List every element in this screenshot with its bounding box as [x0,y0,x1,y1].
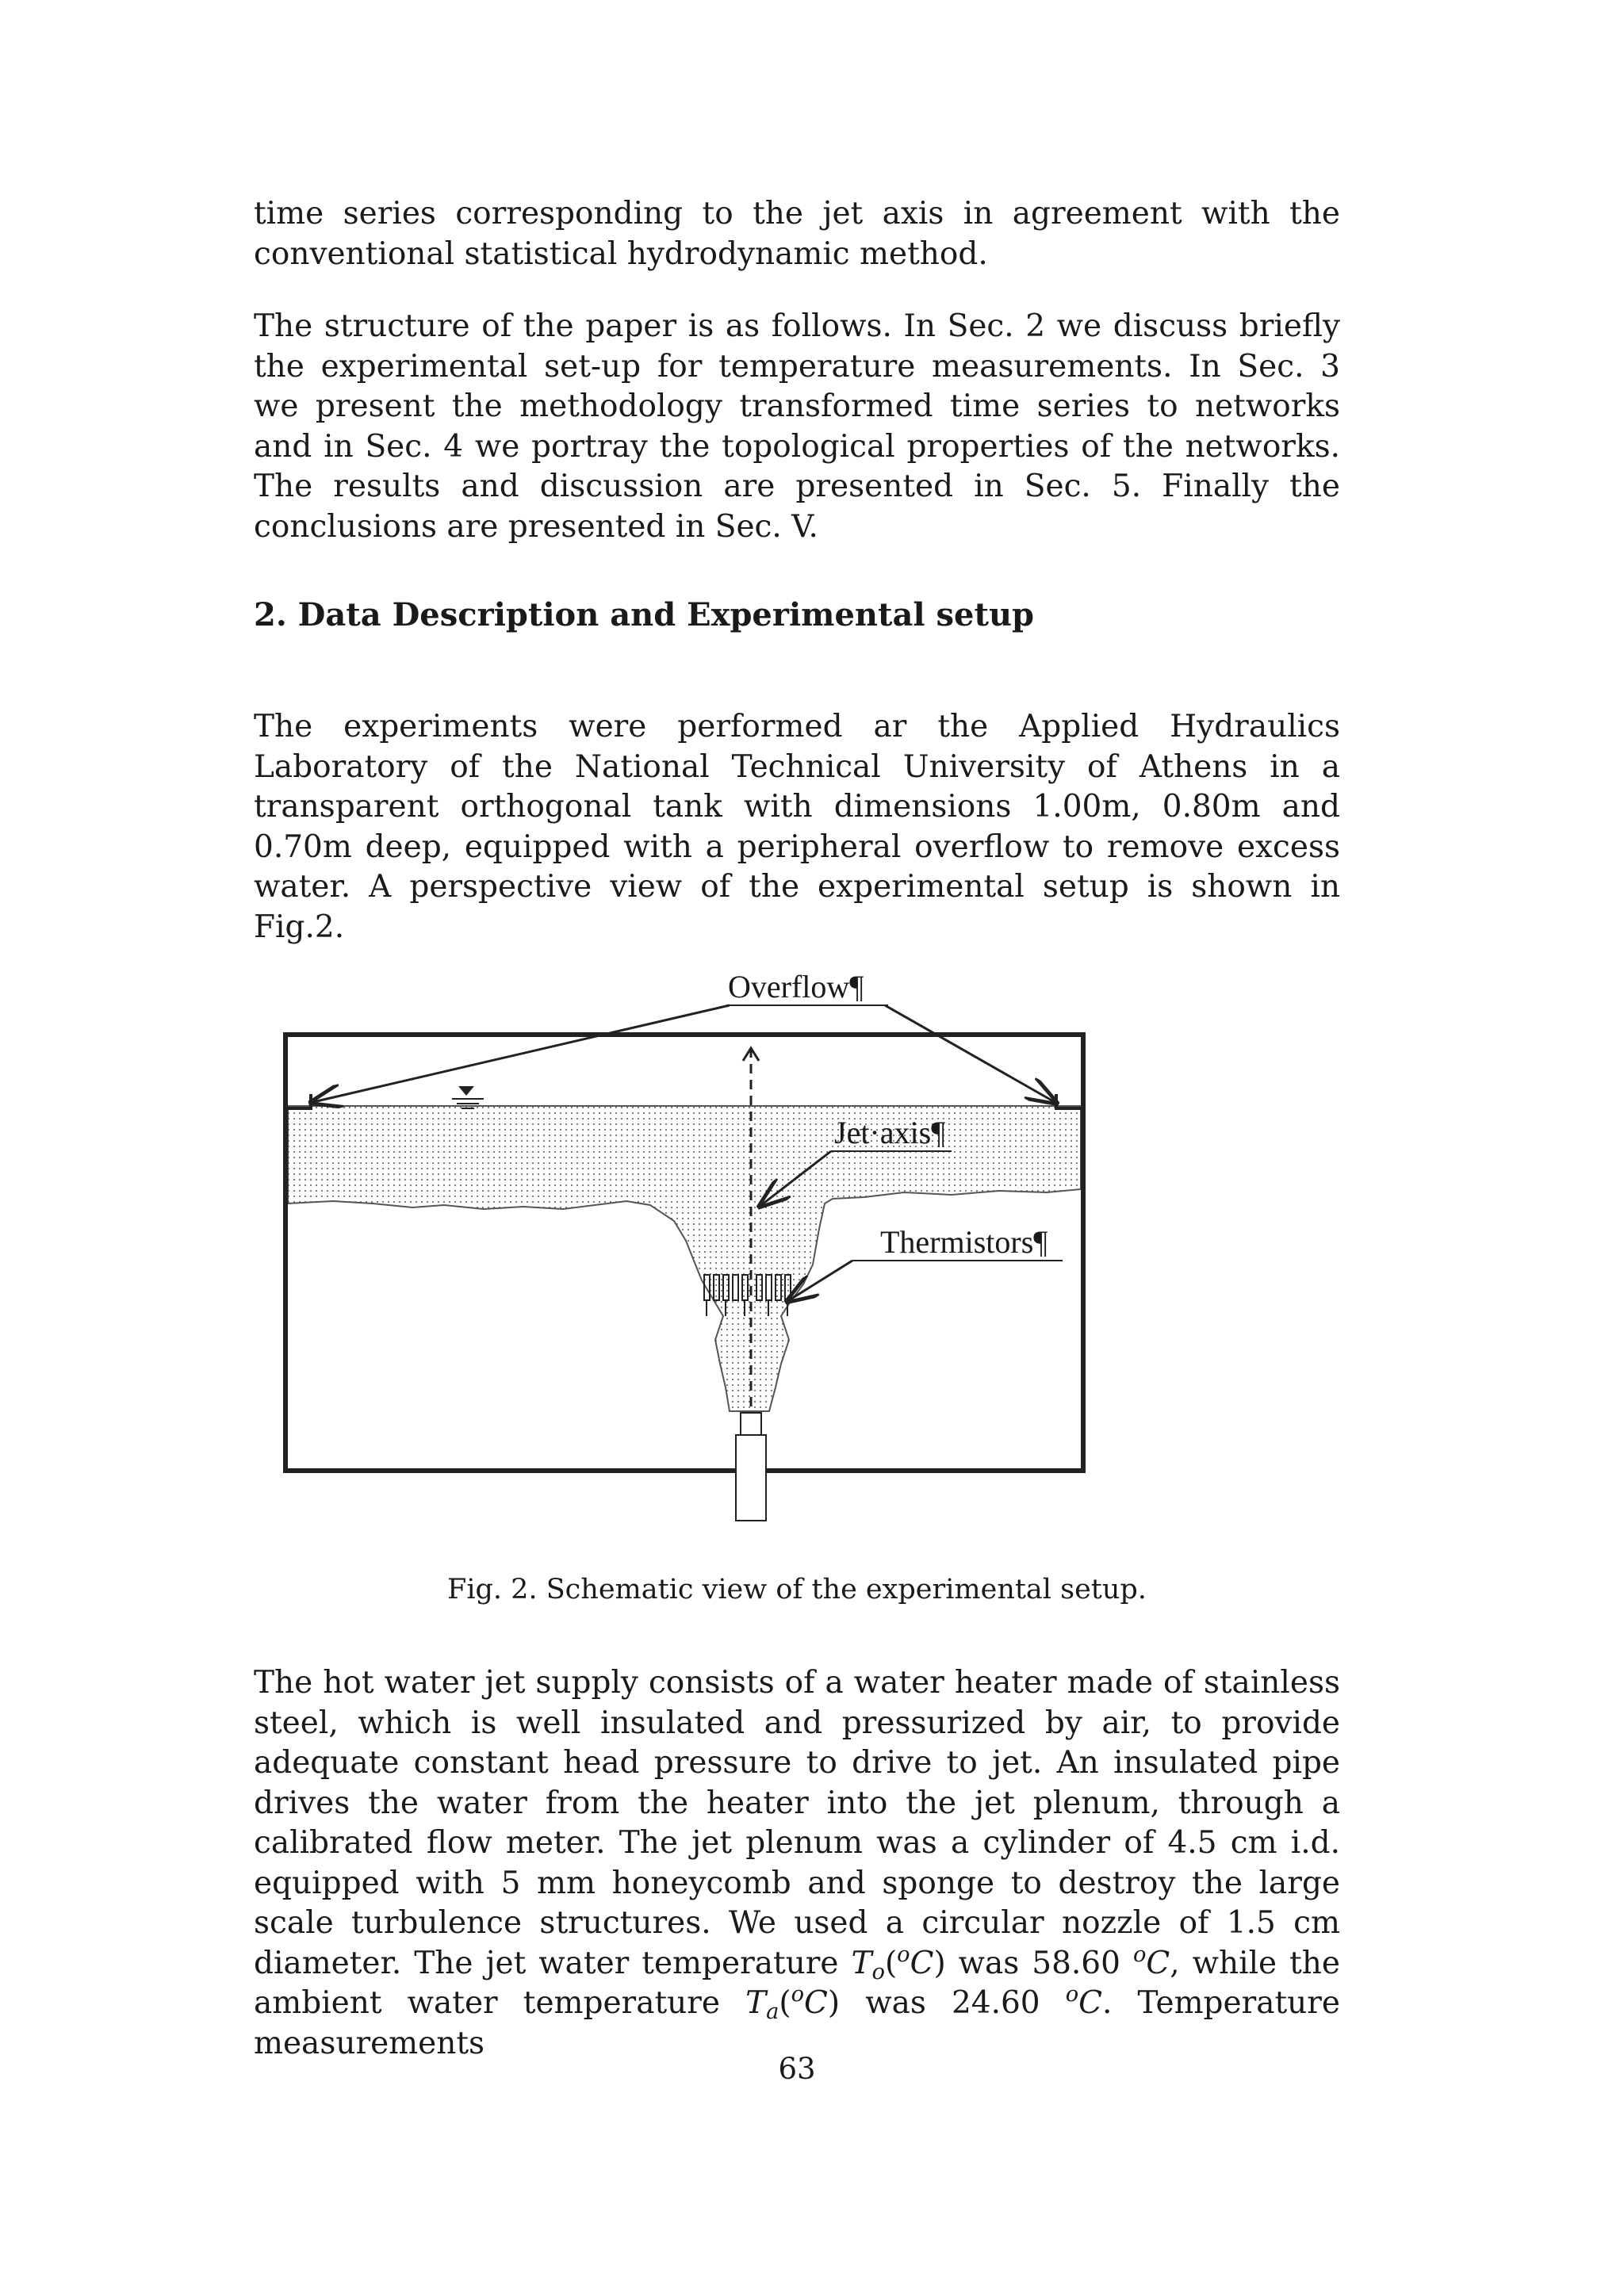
jet-temp-unit: $^o$C [1132,1942,1170,1981]
schematic-svg [254,967,1340,1538]
jet-supply-text-3: , while the ambient water temperature [254,1945,1340,2021]
ambient-temp-unit: $^o$C [1065,1982,1102,2021]
figure-schematic [254,967,1340,1538]
label-jet-axis: Jet·axis¶ [834,1115,946,1150]
page-number: 63 [778,2052,816,2086]
paragraph-experiments: The experiments were performed ar the Applied Hydraulics Laboratory of the National Technical University of Athens in a transparent orthogonal tank with dimensions 1.00m, 0.80m and 0.70m deep, equipped with a peripheral overflow to remove excess water. A perspective view of the experimental setup is shown in Fig.2. [254,709,1340,945]
label-overflow: Overflow¶ [728,969,864,1004]
ambient-temp-symbol: $T_a(^oC)$ [745,1982,841,2024]
water-surface-icon [452,1086,484,1108]
section-heading: 2. Data Description and Experimental setup [254,596,1035,633]
jet-supply-text-2: was 58.60 [945,1945,1133,1981]
figure-caption: Fig. 2. Schematic view of the experimental setup. [447,1574,1147,1605]
label-thermistors: Thermistors¶ [880,1224,1048,1260]
jet-supply-text-1: The hot water jet supply consists of a water heater made of stainless steel, which is well insulated and pressurized by air, to provide adequate constant head pressure to drive to jet. An insulated pipe drives the water from the heater into the jet plenum, through a calibrated flow meter. The jet plenum was a cylinder of 4.5 cm i.d. equipped with 5 mm honeycomb and sponge to destroy the large scale turbulence structures. We used a circular nozzle of 1.5 cm diameter. The jet water temperature [254,1665,1340,1981]
jet-supply-text-4: was 24.60 [840,1985,1066,2021]
supply-pipe [736,1435,766,1521]
paragraph-jet-supply [254,1663,1340,2064]
jet-temp-symbol: $T_o(^oC)$ [851,1942,946,1984]
paragraph-intro-end: time series corresponding to the jet axis in agreement with the conventional statistical hydrodynamic method. [254,196,1340,272]
overflow-arrow-right [885,1005,1055,1102]
overflow-arrow-left [313,1005,730,1102]
jet-supply-text-5: . Temperature measurements [254,1985,1341,2061]
nozzle [741,1413,761,1435]
paragraph-structure: The structure of the paper is as follows. In Sec. 2 we discuss briefly the experimental set-up for temperature measurements. In Sec. 3 we present the methodology transformed time series to networks and in Sec. 4 we portray the topological properties of the networks. The results and discussion are presented in Sec. 5. Finally the conclusions are presented in Sec. V. [254,308,1340,545]
